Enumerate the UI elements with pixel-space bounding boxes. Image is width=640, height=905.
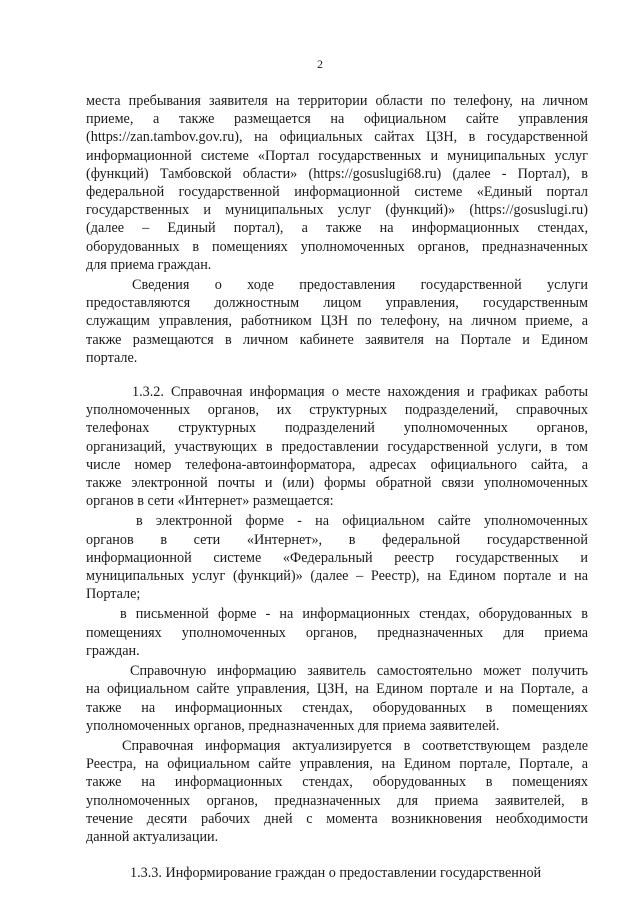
text-line: (функций) Тамбовской области» (https://gosuslugi68.ru) (далее - Портал), в	[86, 165, 588, 182]
text-line: федеральной государственной информационной системе «Единый портал	[86, 184, 588, 201]
paragraph	[86, 662, 588, 735]
text-line: в электронной форме - на официальном сайте уполномоченных	[136, 513, 588, 530]
paragraph	[86, 864, 588, 882]
text-line: уполномоченных органов, предназначенных для приема заявителей.	[86, 717, 500, 734]
text-line: уполномоченных органов, их структурных подразделений, справочных	[86, 402, 588, 419]
text-line: информационной системе «Федеральный реестр государственных и	[86, 549, 588, 566]
text-line: течение десяти рабочих дней с момента возникновения необходимости	[86, 810, 588, 827]
text-line: Реестра, на официальном сайте управления, на Едином портале, Портале, а	[86, 756, 588, 773]
text-line: для приема граждан.	[86, 256, 212, 273]
text-line: 1.3.3. Информирование граждан о предоставлении государственной	[130, 865, 542, 882]
text-line: уполномоченных органов, предназначенных для приема заявителей, в	[86, 792, 588, 809]
text-line: телефонах структурных подразделений уполномоченных органов,	[86, 420, 588, 437]
paragraph	[86, 383, 588, 510]
text-line: органов в сети «Интернет», в федеральной государственной	[86, 531, 588, 548]
paragraph	[86, 512, 588, 603]
text-line: граждан.	[86, 642, 140, 659]
text-line: Справочная информация актуализируется в соответствующем разделе	[122, 737, 588, 754]
text-line: Справочную информацию заявитель самостоятельно может получить	[130, 663, 588, 680]
text-line: (далее – Единый портал), а также на информационных стендах,	[86, 220, 588, 237]
text-line: информационной системе «Портал государственных и муниципальных услуг	[86, 147, 588, 164]
text-line: числе номер телефона-автоинформатора, адресах официального сайта, а	[86, 456, 588, 473]
text-line: государственных и муниципальных услуг (функций)» (https://gosuslugi.ru)	[86, 202, 588, 219]
text-line: также размещаются в личном кабинете заявителя на Портале и Едином	[86, 331, 588, 348]
text-line: оборудованных в помещениях уполномоченных органов, предназначенных	[86, 238, 588, 255]
text-line: Сведения о ходе предоставления государственной услуги	[132, 277, 588, 294]
text-line: данной актуализации.	[86, 828, 219, 845]
paragraph	[86, 737, 588, 846]
paragraph	[86, 92, 588, 274]
text-line: также электронной почты и (или) формы обратной связи уполномоченных	[86, 475, 588, 492]
text-line: Портале;	[86, 586, 141, 603]
document-body	[86, 92, 588, 882]
page-number: 2	[317, 57, 323, 71]
text-line: приеме, а также размещается на официальном сайте управления	[86, 111, 588, 128]
text-line: портале.	[86, 349, 138, 366]
text-line: органов в сети «Интернет» размещается:	[86, 493, 334, 510]
text-line: в письменной форме - на информационных стендах, оборудованных в	[120, 606, 588, 623]
text-line: места пребывания заявителя на территории области по телефону, на личном	[86, 93, 588, 109]
text-line: на официальном сайте управления, ЦЗН, на Едином портале и на Портале, а	[86, 681, 588, 698]
text-line: муниципальных услуг (функций)» (далее – Реестр), на Едином портале и на	[86, 568, 588, 585]
text-line: предоставляются должностным лицом управления, государственным	[86, 295, 588, 312]
paragraph	[86, 605, 588, 660]
paragraph	[86, 276, 588, 367]
text-line: организаций, участвующих в предоставлении государственной услуги, в том	[86, 438, 588, 455]
text-line: также на информационных стендах, оборудованных в помещениях	[86, 699, 588, 716]
text-line: 1.3.2. Справочная информация о месте нахождения и графиках работы	[132, 384, 588, 401]
text-line: помещениях уполномоченных органов, предназначенных для приема	[86, 624, 588, 641]
text-line: служащим управления, работником ЦЗН по телефону, на личном приеме, а	[86, 313, 588, 330]
text-line: также на информационных стендах, оборудованных в помещениях	[86, 774, 588, 791]
text-line: (https://zan.tambov.gov.ru), на официальных сайтах ЦЗН, в государственной	[86, 129, 588, 146]
